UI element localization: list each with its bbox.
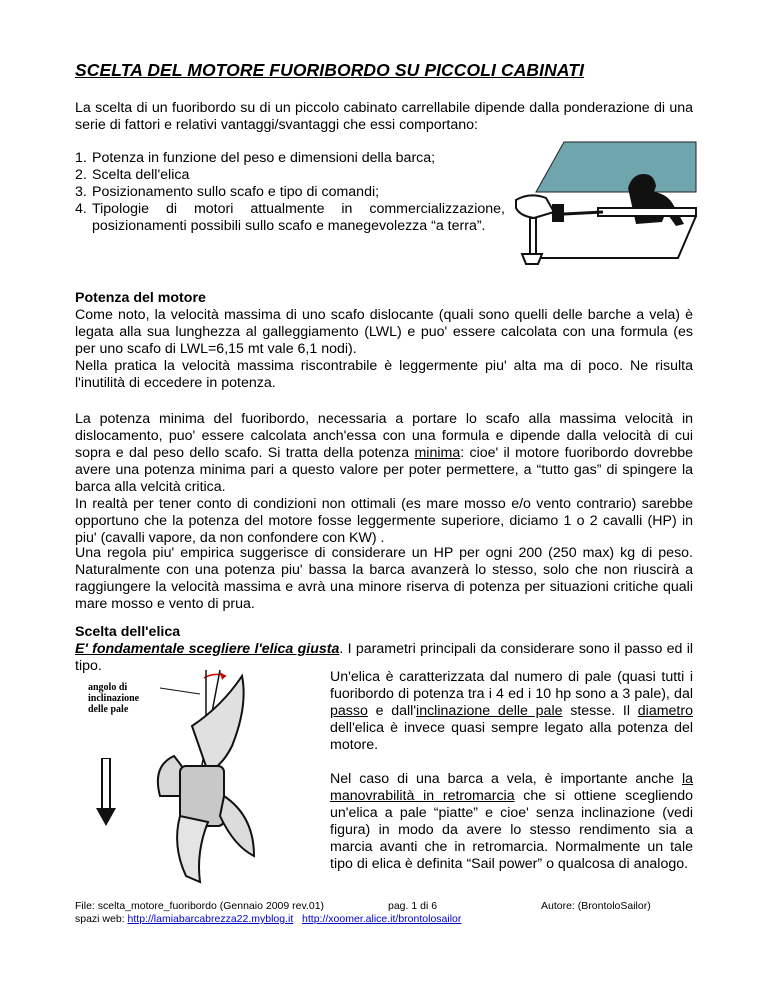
- footer-web-label: spazi web:: [75, 913, 128, 925]
- list-item: 2. Scelta dell'elica: [75, 167, 190, 183]
- elica-right-text: [330, 669, 693, 873]
- intro-paragraph: [75, 100, 693, 134]
- paragraph: In realtà per tener conto di condizioni non ottimali (es mare mosso e/o vento contrario) sarebbe opportuno che la potenza del motore fosse leggermente superiore, diciamo 1 o 2 cavalli (HP) in piu' (cavalli vapore, da non confondere con KW) .: [75, 496, 693, 546]
- footer-file: File: scelta_motore_fuoribordo (Gennaio 2009 rev.01): [75, 900, 325, 912]
- list-item: 3. Posizionamento sullo scafo e tipo di comandi;: [75, 184, 380, 200]
- propeller-figure-caption: angolo di inclinazione delle pale: [88, 682, 140, 715]
- arrow-down-icon: [96, 758, 116, 828]
- paragraph: E' fondamentale scegliere l'elica giusta. I parametri principali da considerare sono il passo ed il tipo.: [75, 641, 694, 674]
- section-potenza: [75, 290, 693, 392]
- paragraph: Un'elica è caratterizzata dal numero di pale (quasi tutti i fuoribordo di potenza tra i 4 ed i 10 hp sono a 3 pale), dal passo e dall'inclinazione delle pale stesse. Il diametro dell'elica è invece quasi sempre legato alla potenza del motore.: [330, 669, 693, 753]
- paragraph: Una regola piu' empirica suggerisce di considerare un HP per ogni 200 (250 max) kg di peso. Naturalmente con una potenza piu' bassa la barca avanzerà lo stesso, solo che non riuscirà a raggiungere la velocità massima e avrà una minore riserva di potenza per situazioni critiche quali mare mosso e vento di prua.: [75, 545, 693, 612]
- factors-list: [75, 150, 505, 235]
- paragraph: Come noto, la velocità massima di uno scafo dislocante (quali sono quelli delle barche a vela) è legata alla sua lunghezza al galleggiamento (LWL) e puo' essere calcolata con una formula (es per uno scafo di LWL=6,15 mt vale 6,1 nodi).: [75, 307, 693, 357]
- paragraph: Nella pratica la velocità massima riscontrabile è leggermente piu' alta ma di poco. Ne risulta l'inutilità di eccedere in potenza.: [75, 358, 693, 391]
- footer-author: Autore: (BrontoloSailor): [541, 900, 651, 912]
- boat-outboard-illustration: [508, 140, 698, 280]
- section-regola: [75, 545, 693, 613]
- list-item: 1. Potenza in funzione del peso e dimensioni della barca;: [75, 150, 436, 166]
- section-potenza-minima: [75, 411, 693, 547]
- page-title: SCELTA DEL MOTORE FUORIBORDO SU PICCOLI CABINATI: [75, 60, 585, 80]
- paragraph: La potenza minima del fuoribordo, necessaria a portare lo scafo alla massima velocità in dislocamento, puo' essere calcolata anch'essa con una formula e dipende dalla velocità di cui sopra e dal peso dello scafo. Si tratta della potenza minima: cioe' il motore fuoribordo dovrebbe avere una potenza minima pari a questo valore per poter permettere, a “tutto gas” di spingere la barca alla velcità critica.: [75, 411, 693, 495]
- section-heading: Potenza del motore: [75, 290, 206, 306]
- footer-page-number: pag. 1 di 6: [388, 900, 438, 912]
- homepage-link[interactable]: http://xoomer.alice.it/brontolosailor: [302, 913, 462, 925]
- blog-link[interactable]: http://lamiabarcabrezza22.myblog.it: [127, 913, 294, 925]
- intro-text: La scelta di un fuoribordo su di un piccolo cabinato carrellabile dipende dalla ponderazione di una serie di fattori e relativi vantaggi/svantaggi che essi comportano:: [75, 100, 693, 133]
- section-heading: Scelta dell'elica: [75, 624, 181, 640]
- paragraph: Nel caso di una barca a vela, è importante anche la manovrabilità in retromarcia che si ottiene scegliendo un'elica a pale “piatte” e cioe' senza inclinazione (vedi figura) in modo da avere lo stesso rendimento sia a marcia avanti che in retromarcia. Normalmente un tale tipo di elica è definita “Sail power” o qualcosa di analogo.: [330, 771, 693, 872]
- page-footer: [75, 900, 693, 926]
- propeller-illustration: [140, 666, 280, 898]
- list-item: 4. Tipologie di motori attualmente in commercializzazione, posizionamenti possibili sullo scafo e manegevolezza “a terra”.: [75, 201, 505, 234]
